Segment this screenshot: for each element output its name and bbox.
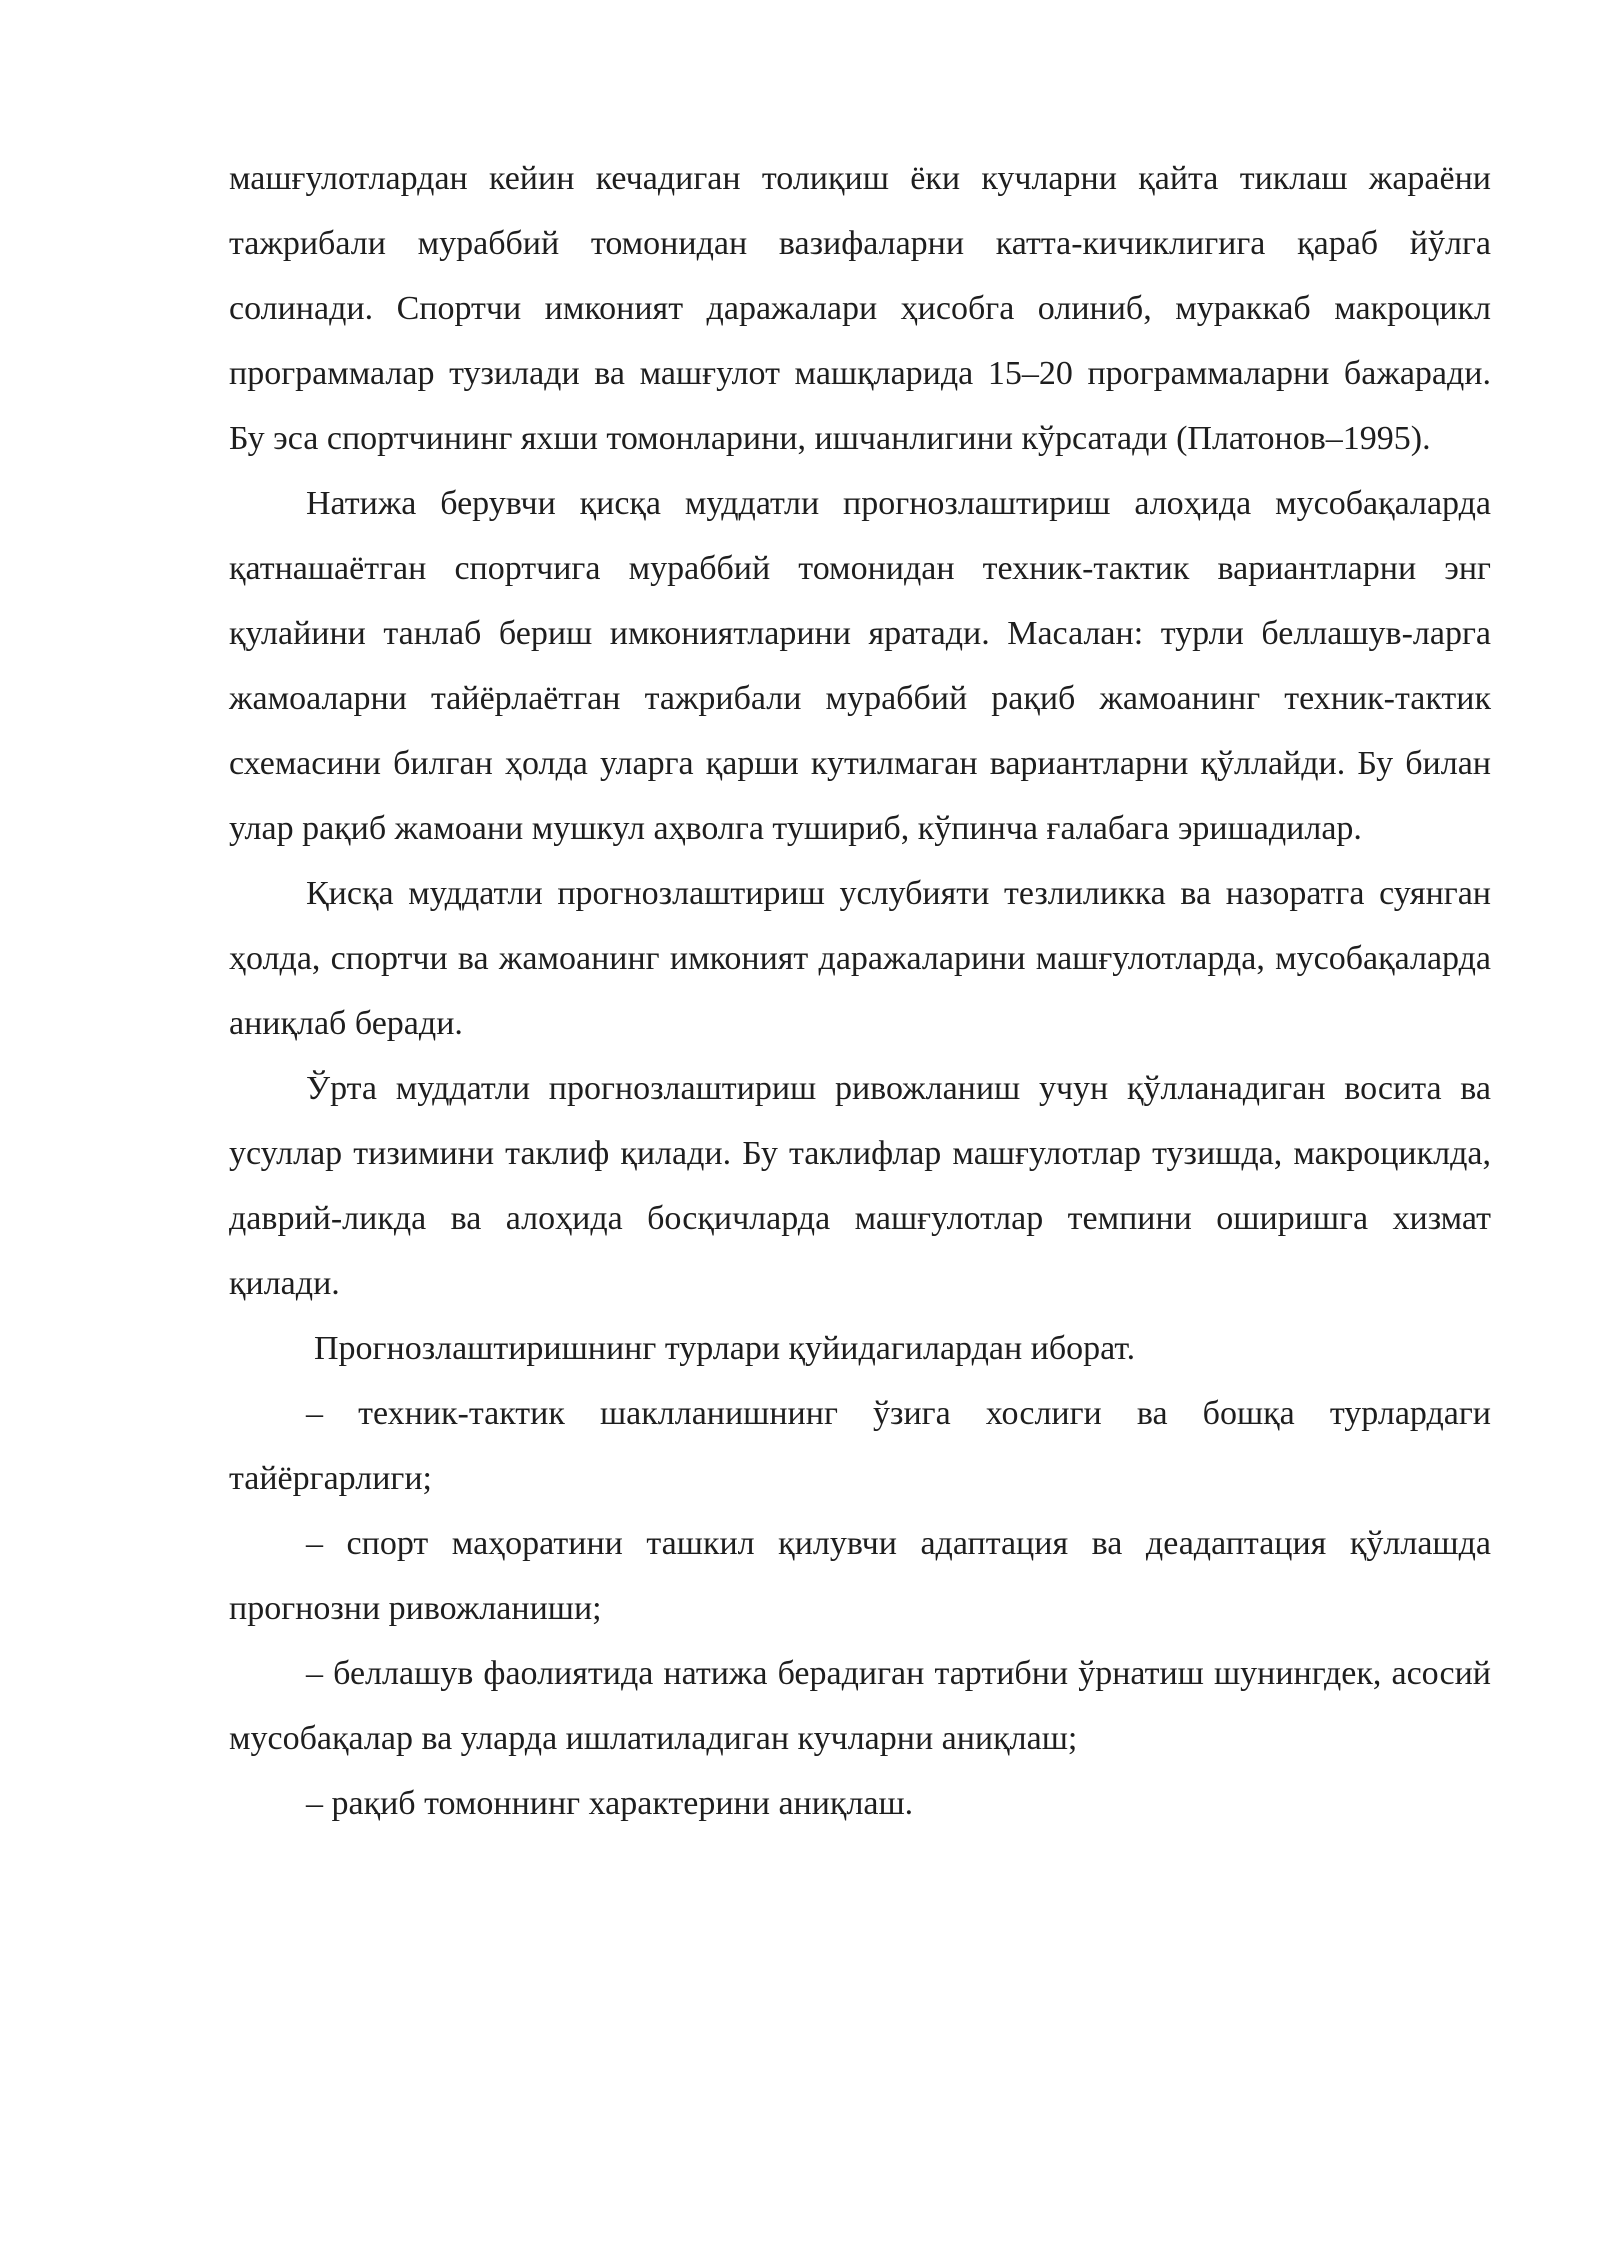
list-item: – беллашув фаолиятида натижа берадиган тартибни ўрнатиш шунингдек, асосий мусобақалар ва уларда ишлатиладиган кучларни аниқлаш; [229,1655,1491,1757]
paragraph-continuation: машғулотлардан кейин кечадиган толиқиш ёки кучларни қайта тиклаш жараёни тажрибали мураббий томонидан вазифаларни катта-кичиклигига қараб йўлга солинади. Спортчи имконият даражалари ҳисобга олиниб, мураккаб макроцикл программалар тузилади ва машғулот машқларида 15–20 программаларни бажаради. Бу эса спортчининг яхши томонларини, ишчанлигини кўрсатади (Платонов–1995). [229,160,1491,457]
list-item: – рақиб томоннинг характерини аниқлаш. [306,1785,914,1822]
list-item: – техник-тактик шаклланишнинг ўзига хослиги ва бошқа турлардаги тайёргарлиги; [229,1395,1491,1497]
paragraph-forecast-types-intro: Прогнозлаштиришнинг турлари қуйидагилардан иборат. [314,1330,1136,1367]
list-item: – спорт маҳоратини ташкил қилувчи адаптация ва деадаптация қўллашда прогнозни ривожланиши; [229,1525,1491,1627]
paragraph-mid-term-forecast: Ўрта муддатли прогнозлаштириш ривожланиш учун қўлланадиган восита ва усуллар тизимини таклиф қилади. Бу таклифлар машғулотлар тузишда, макроциклда, даврий-ликда ва алоҳида босқичларда машғулотлар темпини оширишга хизмат қилади. [229,1070,1491,1302]
paragraph-short-term-method: Қисқа муддатли прогнозлаштириш услубияти тезлиликка ва назоратга суянган ҳолда, спортчи ва жамоанинг имконият даражаларини машғулотларда, мусобақаларда аниқлаб беради. [229,875,1491,1042]
document-body [229,146,1491,1836]
paragraph-short-term-forecast: Натижа берувчи қисқа муддатли прогнозлаштириш алоҳида мусобақаларда қатнашаётган спортчига мураббий томонидан техник-тактик вариантларни энг қулайини танлаб бериш имкониятларини яратади. Масалан: турли беллашув-ларга жамоаларни тайёрлаётган тажрибали мураббий рақиб жамоанинг техник-тактик схемасини билган ҳолда уларга қарши кутилмаган вариантларни қўллайди. Бу билан улар рақиб жамоани мушкул аҳволга тушириб, кўпинча ғалабага эришадилар. [229,485,1491,847]
